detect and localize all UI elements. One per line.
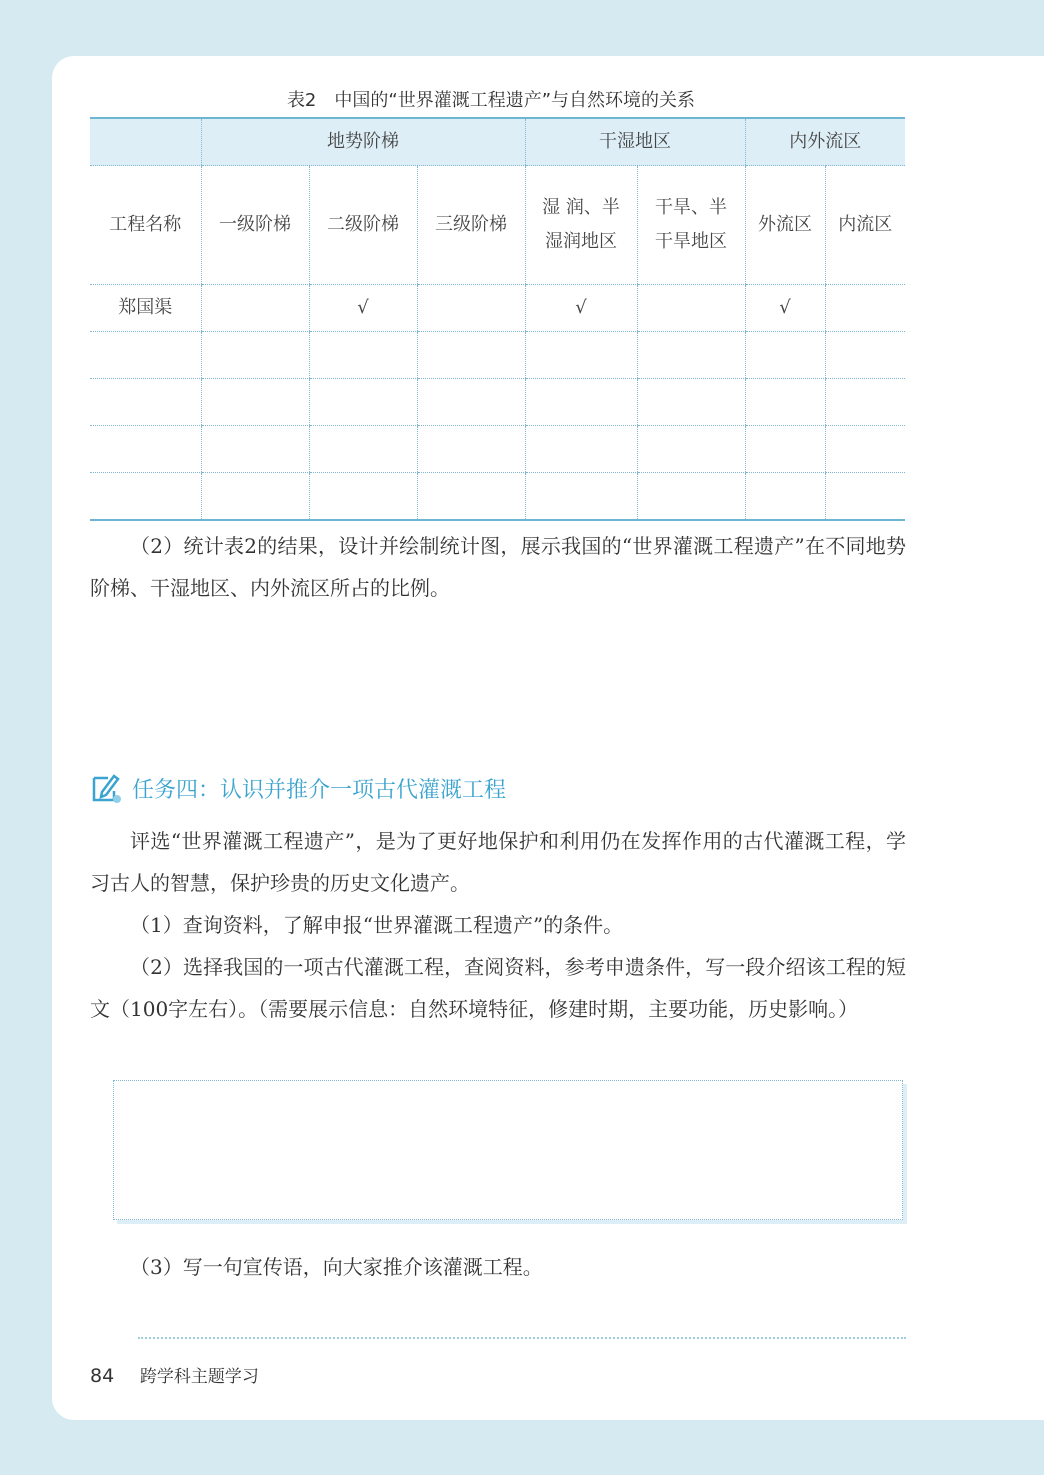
table-cell[interactable]	[745, 473, 825, 521]
table-row	[90, 332, 905, 379]
column-header-0: 工程名称	[90, 166, 201, 285]
task-four-question-3: （3）写一句宣传语，向大家推介该灌溉工程。	[130, 1255, 543, 1279]
table-row	[90, 285, 905, 332]
column-header-1: 一级阶梯	[201, 166, 309, 285]
group-header-drainage: 内外流区	[745, 118, 905, 166]
task-four-question-1: （1）查询资料，了解申报“世界灌溉工程遗产”的条件。	[130, 913, 624, 937]
table-cell[interactable]	[201, 426, 309, 473]
table-cell[interactable]	[825, 332, 905, 379]
table-cell[interactable]	[417, 426, 525, 473]
project-name-cell[interactable]	[90, 332, 201, 379]
task-four-title: 任务四：认识并推介一项古代灌溉工程	[132, 777, 507, 803]
page-footer	[90, 1362, 259, 1387]
table-cell[interactable]	[201, 285, 309, 332]
project-name-cell[interactable]	[90, 473, 201, 521]
environment-relation-table	[90, 117, 905, 521]
column-header-5: 干旱、半 干旱地区	[637, 166, 745, 285]
group-header-blank	[90, 118, 201, 166]
table-cell[interactable]	[637, 473, 745, 521]
table-cell[interactable]	[637, 426, 745, 473]
table-cell[interactable]	[201, 332, 309, 379]
column-header-2: 二级阶梯	[309, 166, 417, 285]
table-cell[interactable]	[637, 379, 745, 426]
table-cell[interactable]	[309, 379, 417, 426]
question-2-text: （2）统计表2的结果，设计并绘制统计图，展示我国的“世界灌溉工程遗产”在不同地势阶梯、干湿地区、内外流区所占的比例。	[90, 534, 906, 600]
table-cell[interactable]	[309, 332, 417, 379]
table-cell[interactable]	[745, 379, 825, 426]
table-row	[90, 426, 905, 473]
table-cell[interactable]	[825, 379, 905, 426]
table-cell[interactable]	[745, 426, 825, 473]
column-header-3: 三级阶梯	[417, 166, 525, 285]
footer-divider	[138, 1337, 906, 1339]
table-cell[interactable]	[745, 332, 825, 379]
project-name-cell[interactable]	[90, 379, 201, 426]
project-name-cell[interactable]	[90, 426, 201, 473]
table-cell[interactable]	[525, 473, 637, 521]
table-cell[interactable]	[637, 332, 745, 379]
table-column-header	[90, 166, 905, 285]
table-row	[90, 473, 905, 521]
task-four-question-2: （2）选择我国的一项古代灌溉工程，查阅资料，参考申遗条件，写一段介绍该工程的短文（100字左右）。（需要展示信息：自然环境特征，修建时期，主要功能，历史影响。）	[90, 955, 906, 1021]
table-title: 中国的“世界灌溉工程遗产”与自然环境的关系	[334, 90, 696, 111]
table-group-header	[90, 118, 905, 166]
table-cell[interactable]	[417, 379, 525, 426]
book-title: 跨学科主题学习	[139, 1367, 259, 1387]
table-cell[interactable]	[417, 285, 525, 332]
column-header-4: 湿 润、半 湿润地区	[525, 166, 637, 285]
table-cell[interactable]	[825, 285, 905, 332]
table-cell[interactable]: √	[309, 285, 417, 332]
table-number: 表2	[286, 90, 317, 111]
table-cell[interactable]	[525, 426, 637, 473]
table-cell[interactable]	[417, 473, 525, 521]
page-number: 84	[90, 1365, 115, 1387]
table-cell[interactable]	[825, 473, 905, 521]
table-cell[interactable]	[825, 426, 905, 473]
table-cell[interactable]: √	[525, 285, 637, 332]
column-header-7: 内流区	[825, 166, 905, 285]
group-header-humidity: 干湿地区	[525, 118, 745, 166]
group-header-terrain: 地势阶梯	[201, 118, 525, 166]
table-cell[interactable]: √	[745, 285, 825, 332]
table-cell[interactable]	[309, 473, 417, 521]
task-four-intro: 评选“世界灌溉工程遗产”，是为了更好地保护和利用仍在发挥作用的古代灌溉工程，学习古人的智慧，保护珍贵的历史文化遗产。	[90, 829, 906, 895]
table-cell[interactable]	[201, 379, 309, 426]
answer-writing-box[interactable]	[113, 1080, 903, 1220]
table-cell[interactable]	[309, 426, 417, 473]
task-four-heading	[90, 768, 506, 808]
project-name-cell[interactable]: 郑国渠	[90, 285, 201, 332]
table-cell[interactable]	[637, 285, 745, 332]
table-cell[interactable]	[525, 332, 637, 379]
table-row	[90, 379, 905, 426]
pencil-note-icon	[90, 772, 122, 804]
table-cell[interactable]	[525, 379, 637, 426]
column-header-6: 外流区	[745, 166, 825, 285]
table-caption	[0, 86, 1000, 112]
table-cell[interactable]	[417, 332, 525, 379]
table-cell[interactable]	[201, 473, 309, 521]
